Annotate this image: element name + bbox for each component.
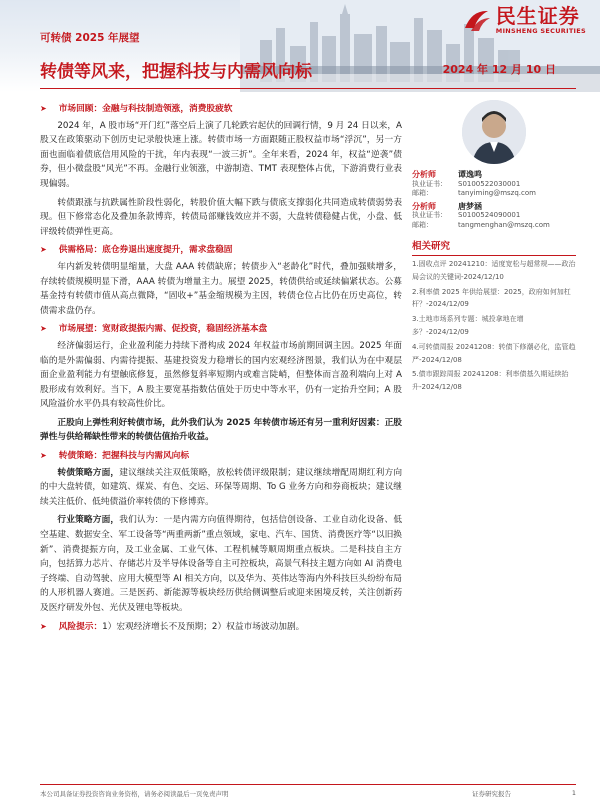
- footer-disclaimer: 本公司具备证券投资咨询业务资格，请务必阅读最后一页免责声明: [40, 790, 229, 798]
- section-heading: [40, 322, 402, 337]
- section-heading-text: 风险提示：: [58, 621, 103, 632]
- header-banner: [0, 0, 600, 92]
- related-item[interactable]: 1.固收点评 20241210：适度宽松与超常规——政治局会议的关键词-2024/12/10: [412, 260, 576, 281]
- email-link[interactable]: tanyiming@mszq.com: [458, 189, 536, 197]
- report-series: 可转债 2025 年展望: [40, 32, 140, 44]
- email-label: 邮箱：: [412, 220, 433, 229]
- section-heading: [40, 449, 402, 464]
- sidebar: [412, 100, 576, 396]
- paragraph: 年内新发转债明显缩量，大盘 AAA 转债缺席；转债步入“老龄化”时代，叠加强赎增多，存续转债规模明显下滑，AAA 转债为增量主力。展望 2025，转债供给或延续偏紧状态。公募基金持有转债市值从高点微降，“固收+”基金缩规模为主因，转债仓位占比仍在历史高位，转债需求盘仍存。: [40, 261, 402, 316]
- header-rule: [40, 88, 576, 89]
- paragraph: 转债跟涨与抗跌属性阶段性弱化，转股价值大幅下跌与债底支撑弱化共同造成转债弱势表现。但下修常态化及叠加条款博弈，转债局部赚钱效应并不弱，大盘转债稳健占优，小盘、低评级转债弹性更高。: [40, 197, 402, 237]
- paragraph: [40, 513, 402, 615]
- cert-label: 执业证书：: [412, 211, 447, 219]
- brand-logo: [462, 6, 586, 35]
- cert-label: 执业证书：: [412, 179, 447, 188]
- logo-text-cn: 民生证券: [495, 4, 580, 28]
- email-label: 邮箱：: [412, 189, 433, 197]
- section-heading-text: 转债策略：把握科技与内需风向标: [58, 451, 190, 462]
- related-item[interactable]: 5.债市跟踪周报 20241208：利率债基久期延续抬升-2024/12/08: [412, 370, 569, 392]
- analyst-photo: [462, 100, 526, 164]
- email-link[interactable]: tangmenghan@mszq.com: [458, 220, 550, 229]
- related-item[interactable]: 4.可转债周报 20241208：转债下修潮必化，监管趋严-2024/12/08: [412, 342, 576, 364]
- paragraph-body: 建议继续关注双低策略，放松转债评级限制；建议继续增配周期红利方向的中大盘转债，如建筑、煤炭、有色、交运、环保等周期、To G 业务方向和券商板块；建议继续关注低价、低纯债溢价率转债的下修博弈。: [40, 467, 403, 507]
- logo-text-en: MINSHENG SECURITIES: [495, 27, 586, 35]
- logo-mark-icon: [462, 8, 492, 34]
- paragraph-body: 我们认为：一是内需方向值得期待，包括信创设备、工业自动化设备、低空基建、数据安全、军工设备等“两重两新”重点领域，家电、汽车、国货、消费医疗等“以旧换新”、消费提振方向，及工业金属、工业气体、工程机械等顺周期重点板块。二是科技自主方向，包括算力芯片、存储芯片及半导体设备等自主可控板块，高景气科技主题方向如 AI 消费电子终端、自动驾驶、应用大模型等 AI 相关方向，以及华为、英伟达等海内外科技巨头纷纷布局的人形机器人赛道。三是医药、新能源等板块经历供给侧调整后或迎来困境反转，关注创新药及医疗研发外包、光伏及锂电等板块。: [40, 515, 403, 613]
- related-item[interactable]: 2.利率债 2025 年供给展望：2025，政府如何加杠杆？-2024/12/09: [412, 287, 571, 309]
- related-item[interactable]: 3.土地市场系列专题：城投拿地在增多？-2024/12/09: [412, 315, 524, 336]
- risk-text: 1）宏观经济增长不及预期；2）权益市场波动加剧。: [102, 621, 305, 632]
- arrow-bullet-icon: ➤: [40, 324, 47, 334]
- analyst-role: 分析师: [412, 170, 436, 179]
- analyst-block: [412, 202, 576, 231]
- report-title: 转债等风来，把握科技与内需风向标: [40, 62, 312, 82]
- arrow-bullet-icon: ➤: [40, 451, 47, 461]
- section-heading-text: 市场展望：宽财政提振内需、促投资，稳固经济基本盘: [58, 324, 268, 335]
- paragraph: 2024 年，A 股市场“开门红”落空后上演了几轮跌宕起伏的回调行情，9 月 24 日以来，A 股又在政策驱动下创历史记录般快速上涨。转债市场一方面跟随正股权益市场“浮沉”，另一方面也面临着债底信用风险的干扰，年内表现“一波三折”。全年来看，2024 年，权益“逆袭”债券，但小微盘股“风光”不再。金融行业领涨，中游制造、TMT 表现整体占优，下游消费行业表现偏弱。: [40, 120, 402, 189]
- section-heading: [40, 243, 402, 258]
- paragraph-lead: 行业策略方面，: [57, 515, 120, 526]
- page-footer: [40, 784, 576, 798]
- cert-number: S0100522030001: [458, 179, 521, 188]
- footer-report-type: 证券研究报告: [472, 790, 511, 798]
- risk-heading: [40, 620, 402, 635]
- main-content: [40, 100, 402, 636]
- analyst-name: 唐梦涵: [458, 201, 482, 211]
- paragraph: [40, 466, 402, 510]
- report-date: 2024 年 12 月 10 日: [442, 63, 556, 76]
- section-heading: [40, 102, 402, 117]
- analyst-name: 谭逸鸣: [458, 170, 482, 179]
- arrow-bullet-icon: ➤: [40, 104, 47, 113]
- section-heading-text: 供需格局：底仓券退出速度提升，需求盘稳固: [58, 245, 233, 256]
- cert-number: S0100524090001: [458, 211, 521, 219]
- analyst-block: [412, 170, 576, 199]
- paragraph-bold: 正股向上弹性利好转债市场，此外我们认为 2025 年转债市场还有另一重利好因素：正股弹性与供给稀缺性带来的转债估值抬升收益。: [40, 417, 402, 443]
- related-research-title: 相关研究: [412, 238, 576, 256]
- arrow-bullet-icon: ➤: [40, 621, 47, 631]
- paragraph: 经济偏弱运行，企业盈利能力持续下滑构成 2024 年权益市场前期回调主因。2025 年面临的是外需偏弱、内需待提振、基建投资发力稳增长的国内宏观经济图景，我们认为在中观层面企业盈利能力有望触底修复，虽然修复斜率短期内或难言陡峭，但整体而言盈利端向上对 A 股形成有效利好。当下，A 股主要宽基指数估值处于历史中等水平，仍有一定抬升空间；A 股风险溢价水平仍具有较高性价比。: [40, 340, 402, 410]
- page-number: 1: [571, 789, 576, 797]
- related-research-list: [412, 258, 576, 394]
- section-heading-text: 市场回顾：金融与科技制造领涨，消费股疲软: [58, 104, 233, 114]
- arrow-bullet-icon: ➤: [40, 245, 47, 255]
- analyst-role: 分析师: [412, 201, 436, 211]
- paragraph-lead: 转债策略方面，: [57, 467, 120, 478]
